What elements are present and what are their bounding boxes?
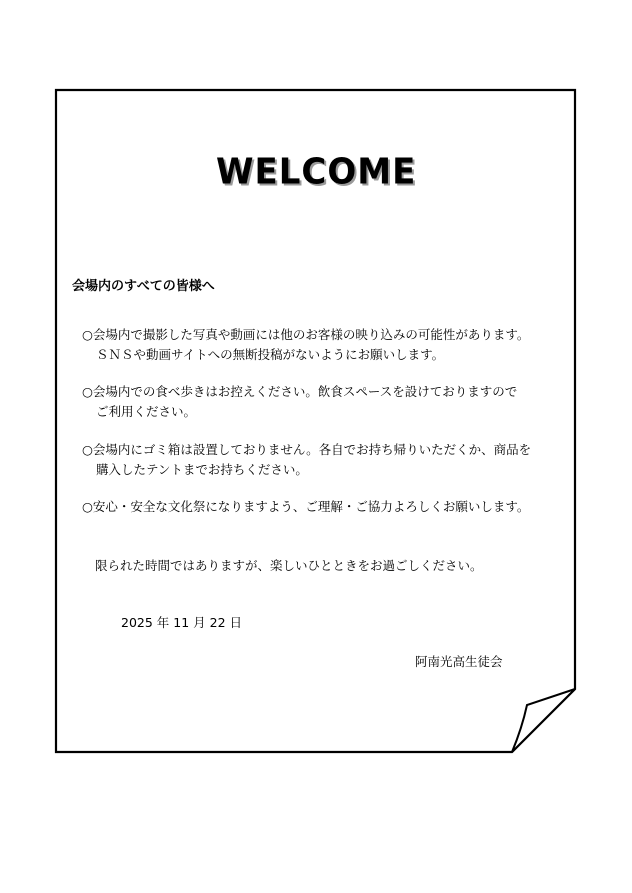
notice-line: ＳＮＳや動画サイトへの無断投稿がないようにお願いします。: [96, 347, 445, 362]
closing-message: 限られた時間ではありますが、楽しいひとときをお過ごしください。: [95, 558, 483, 573]
notice-heading: 会場内のすべての皆様へ: [72, 279, 215, 294]
notice-line: ご利用ください。: [96, 404, 197, 419]
event-date: 2025 年 11 月 22 日: [121, 615, 242, 630]
notice-item: [82, 382, 517, 422]
notice-item: [82, 440, 531, 480]
notice-line: ○会場内での食べ歩きはお控えください。飲食スペースを設けておりますので: [82, 384, 518, 399]
notice-item: [82, 325, 529, 365]
notice-line: ○安心・安全な文化祭になりますよう、ご理解・ご協力よろしくお願いします。: [82, 499, 530, 514]
notice-item: [82, 497, 529, 517]
notice-line: ○会場内で撮影した写真や動画には他のお客様の映り込みの可能性があります。: [82, 327, 530, 342]
notice-line: ○会場内にゴミ箱は設置しておりません。各自でお持ち帰りいただくか、商品を: [82, 442, 532, 457]
organization-name: 阿南光高生徒会: [415, 654, 503, 669]
notice-line: 購入したテントまでお持ちください。: [96, 462, 308, 477]
welcome-title: WELCOME: [216, 150, 417, 193]
